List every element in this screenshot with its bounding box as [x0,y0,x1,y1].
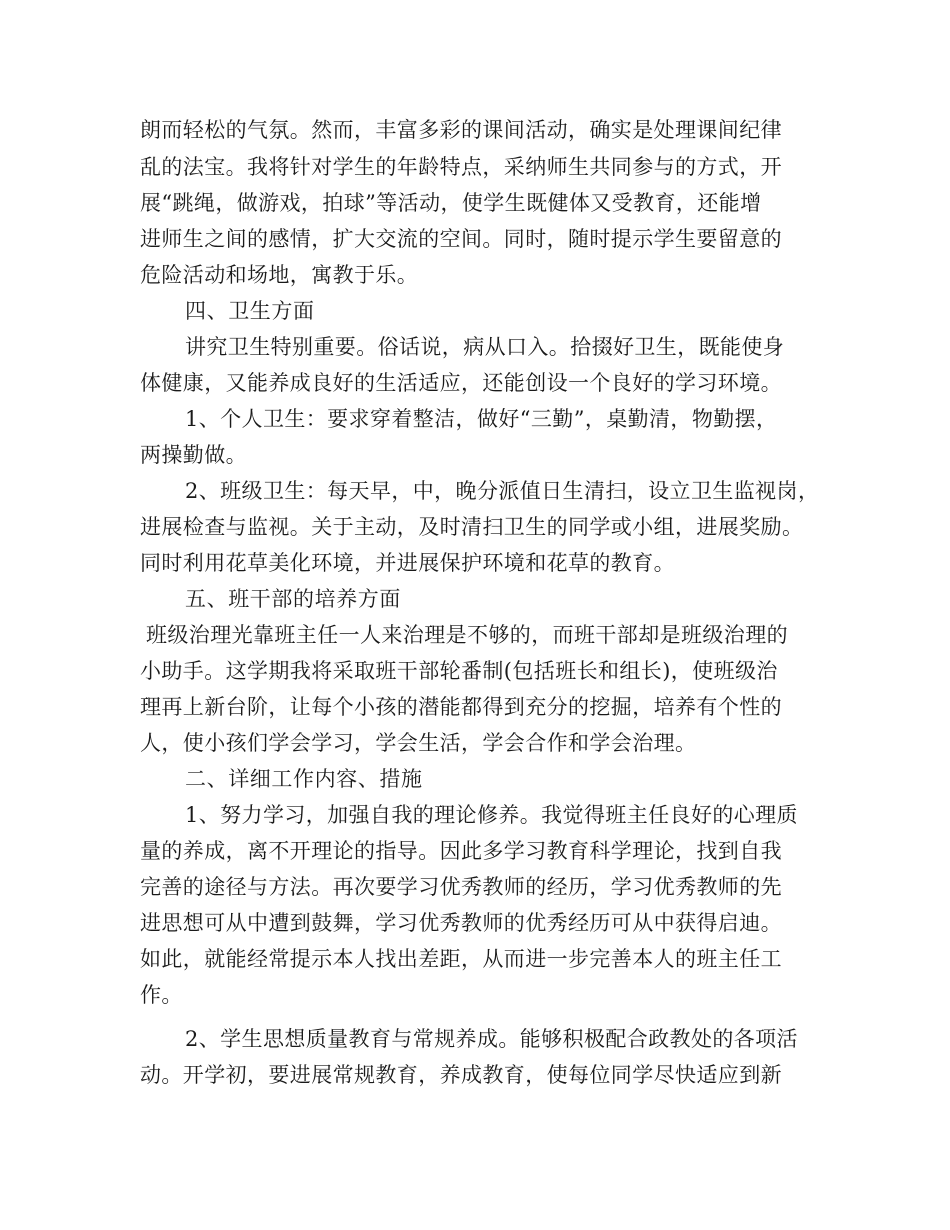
paragraph-line: 同时利用花草美化环境，并进展保护环境和花草的教育。 [140,551,675,575]
paragraph-line: 展“跳绳，做游戏，拍球”等活动，使学生既健体又受教育，还能增 [140,191,762,215]
paragraph-line: 体健康，又能养成良好的生活适应，还能创设一个良好的学习环境。 [140,371,782,395]
section-heading-hygiene: 四、卫生方面 [185,299,315,323]
paragraph-line: 进思想可从中遭到鼓舞，学习优秀教师的优秀经历可从中获得启迪。 [140,911,782,935]
paragraph-line: 进展检查与监视。关于主动，及时清扫卫生的同学或小组，进展奖励。 [140,515,804,539]
paragraph-line: 完善的途径与方法。再次要学习优秀教师的经历，学习优秀教师的先 [140,875,782,899]
section-heading-work-content: 二、详细工作内容、措施 [185,767,423,791]
paragraph-line: 如此，就能经常提示本人找出差距，从而进一步完善本人的班主任工 [140,947,782,971]
paragraph-line: 动。开学初，要进展常规教育，养成教育，使每位同学尽快适应到新 [140,1063,782,1087]
paragraph-line: 作。 [140,983,183,1007]
list-item-moral-education: 2、学生思想质量教育与常规养成。能够积极配合政教处的各项活 [185,1027,798,1051]
paragraph-line: 小助手。这学期我将采取班干部轮番制(包括班长和组长)，使班级治 [140,659,778,683]
paragraph-line: 讲究卫生特别重要。俗话说，病从口入。拾掇好卫生，既能使身 [185,335,785,359]
paragraph-line: 乱的法宝。我将针对学生的年龄特点，采纳师生共同参与的方式，开 [140,155,782,179]
paragraph-line: 两操勤做。 [140,443,247,467]
paragraph-line: 理再上新台阶，让每个小孩的潜能都得到充分的挖掘，培养有个性的 [140,695,782,719]
list-item-study: 1、努力学习，加强自我的理论修养。我觉得班主任良好的心理质 [185,803,798,827]
paragraph-line: 人，使小孩们学会学习，学会生活，学会合作和学会治理。 [140,731,697,755]
paragraph-line: 量的养成，离不开理论的指导。因此多学习教育科学理论，找到自我 [140,839,782,863]
paragraph-line: 进师生之间的感情，扩大交流的空间。同时，随时提示学生要留意的 [140,227,782,251]
list-item-class-hygiene: 2、班级卫生：每天早，中，晚分派值日生清扫，设立卫生监视岗， [185,479,820,503]
paragraph-line: 朗而轻松的气氛。然而，丰富多彩的课间活动，确实是处理课间纪律 [140,118,782,142]
paragraph-line: 危险活动和场地，寓教于乐。 [140,263,419,287]
paragraph-line: 班级治理光靠班主任一人来治理是不够的，而班干部却是班级治理的 [146,623,788,647]
section-heading-class-cadres: 五、班干部的培养方面 [185,587,401,611]
list-item-personal-hygiene: 1、个人卫生：要求穿着整洁，做好“三勤”，桌勤清，物勤摆， [185,407,778,431]
